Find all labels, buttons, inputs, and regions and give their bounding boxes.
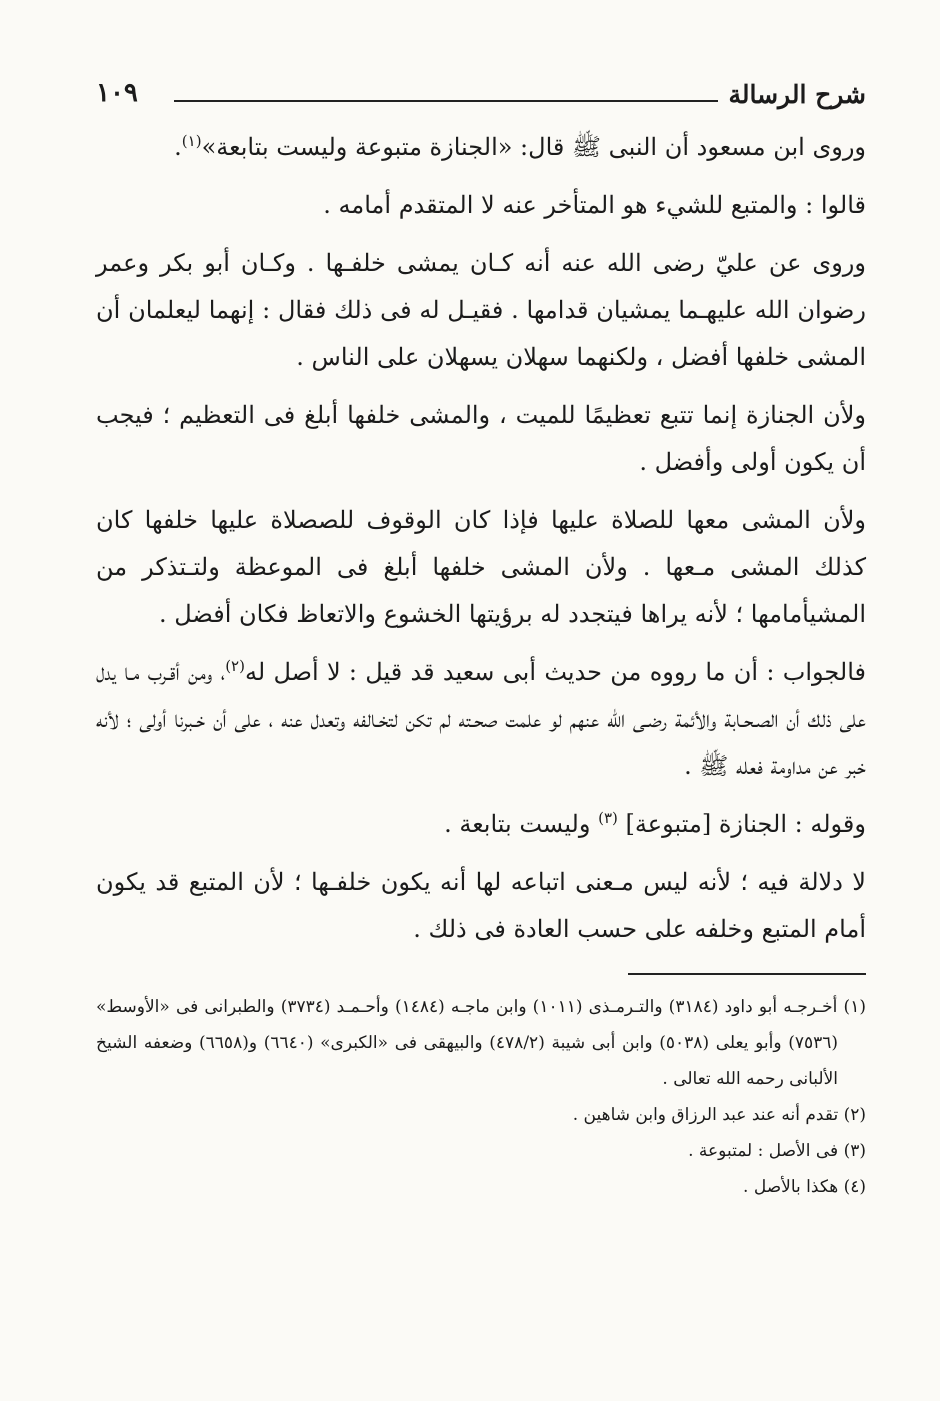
paragraph-7: وقوله : الجنازة [متبوعة] $^{(٣)}$ وليست بتابعة . xyxy=(444,809,866,838)
paragraph-2: قالوا : والمتبع للشيء هو المتأخر عنه لا المتقدم أمامه . xyxy=(323,191,866,219)
main-text xyxy=(96,124,866,953)
header-rule xyxy=(174,100,718,102)
footnote-ref-1: (١) xyxy=(181,132,202,150)
footnote-ref-2: (٢) xyxy=(225,657,245,675)
paragraph-6: فالجواب : أن ما رووه من حديث أبى سعيد قد قيل : لا أصل له$^{(٢)}$، ومن أقـرب مـا يدل على ذلك أن الصـحـابة والأئمة رضـى الله عنهم لو علمت صحـته لم تكن لتخـالفه وتعدل عنه ، على أن خـبرنا أولى ؛ لأنه خبر عن مداومة فعله ﷺ . xyxy=(96,657,867,780)
footnote-3: (٣) فى الأصل : لمتبوعة . xyxy=(688,1141,866,1161)
footnote-rule xyxy=(628,973,866,975)
page-header xyxy=(96,70,866,112)
footnote-4: (٤) هكذا بالأصل . xyxy=(743,1177,866,1197)
footnote-1: (١) أخـرجـه أبو داود (٣١٨٤) والتـرمـذى (١٠١١) وابن ماجـه (١٤٨٤) وأحـمـد (٣٧٣٤) والطبرانى فى «الأوسط» (٧٥٣٦) وأبو يعلى (٥٠٣٨) وابن أبى شيبة (٤٧٨/٢) والبيهقى فى «الكبرى» (٦٦٤٠) و(٦٦٥٨) وضعفه الشيخ الألبانى رحمه الله تعالى . xyxy=(96,997,866,1089)
paragraph-3: وروى عن عليّ رضى الله عنه أنه كـان يمشى خلفـها . وكـان أبو بكر وعمر رضوان الله عليهـما يمشيان قدامها . فقيـل له فى ذلك فقال : إنهما ليعلمان أن المشى خلفها أفضل ، ولكنهما سهلان يسهلان على الناس . xyxy=(96,249,866,371)
book-page xyxy=(96,70,866,1360)
footnote-2: (٢) تقدم أنه عند عبد الرزاق وابن شاهين . xyxy=(572,1105,866,1125)
footnote-ref-3: (٣) xyxy=(598,809,618,827)
running-title: شرح الرسالة xyxy=(728,80,866,109)
paragraph-8: لا دلالة فيه ؛ لأنه ليس مـعنى اتباعه لها أنه يكون خلفـها ؛ لأن المتبع قد يكون أمام المتبع وخلفه على حسب العادة فى ذلك . xyxy=(96,868,866,943)
paragraph-1: وروى ابن مسعود أن النبى ﷺ قال: «الجنازة متبوعة وليست بتابعة»$^{(١)}$. xyxy=(174,132,866,161)
page-number: ١٠٩ xyxy=(96,78,138,108)
footnotes xyxy=(96,989,866,1205)
paragraph-4: ولأن الجنازة إنما تتبع تعظيمًا للميت ، والمشى خلفها أبلغ فى التعظيم ؛ فيجب أن يكون أولى وأفضل . xyxy=(96,401,866,476)
paragraph-5: ولأن المشى معها للصلاة عليها فإذا كان الوقوف للصصلاة عليها خلفها كان كذلك المشى مـعها . ولأن المشى خلفها أبلغ فى الموعظة ولتـتذكر من المشيأمامها ؛ لأنه يراها فيتجدد له برؤيتها الخشوع والاتعاظ فكان أفضل . xyxy=(96,506,866,628)
